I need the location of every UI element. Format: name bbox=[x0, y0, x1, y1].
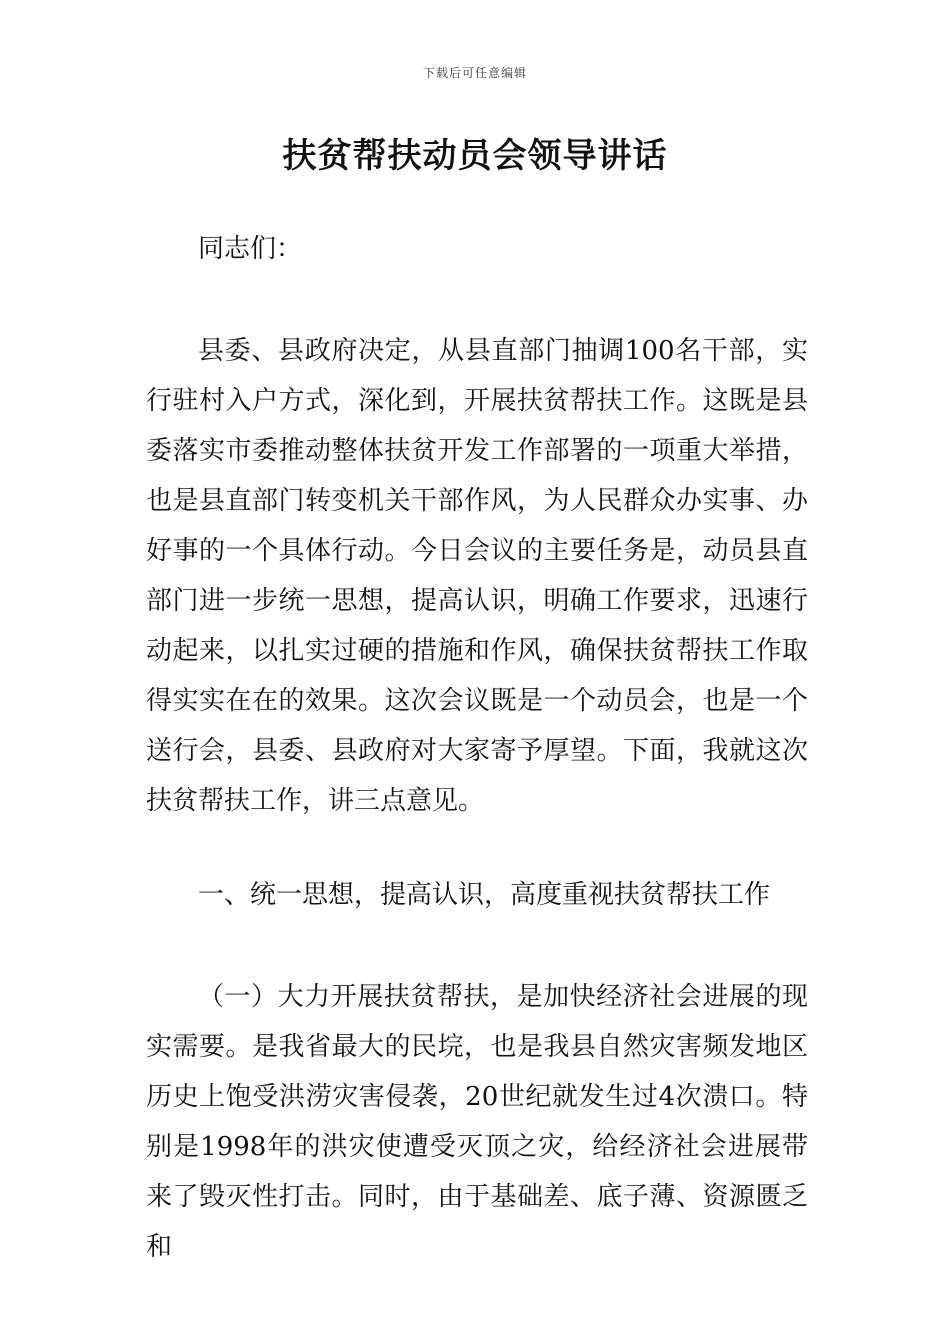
paragraph-intro: 县委、县政府决定，从县直部门抽调100名干部，实行驻村入户方式，深化到，开展扶贫帮扶工作。这既是县委落实市委推动整体扶贫开发工作部署的一项重大举措，也是县直部门转变机关干部作风，为人民群众办实事、办好事的一个具体行动。今日会议的主要任务是，动员县直部门进一步统一思想，提高认识，明确工作要求，迅速行动起来，以扎实过硬的措施和作风，确保扶贫帮扶工作取得实实在在的效果。这次会议既是一个动员会，也是一个送行会，县委、县政府对大家寄予厚望。下面，我就这次扶贫帮扶工作，讲三点意见。 bbox=[146, 336, 808, 816]
salutation: 同志们： bbox=[198, 234, 303, 264]
section-heading-1: 一、统一思想，提高认识，高度重视扶贫帮扶工作 bbox=[198, 880, 771, 910]
document-title: 扶贫帮扶动员会领导讲话 bbox=[282, 136, 668, 176]
header-note: 下载后可任意编辑 bbox=[422, 66, 527, 80]
paragraph-subsection-1: （一）大力开展扶贫帮扶，是加快经济社会进展的现实需要。是我省最大的民垸，也是我县自然灾害频发地区历史上饱受洪涝灾害侵袭，20世纪就发生过4次溃口。特别是1998年的洪灾使遭受灭顶之灾，给经济社会进展带来了毁灭性打击。同时，由于基础差、底子薄、资源匮乏和 bbox=[146, 982, 808, 1262]
